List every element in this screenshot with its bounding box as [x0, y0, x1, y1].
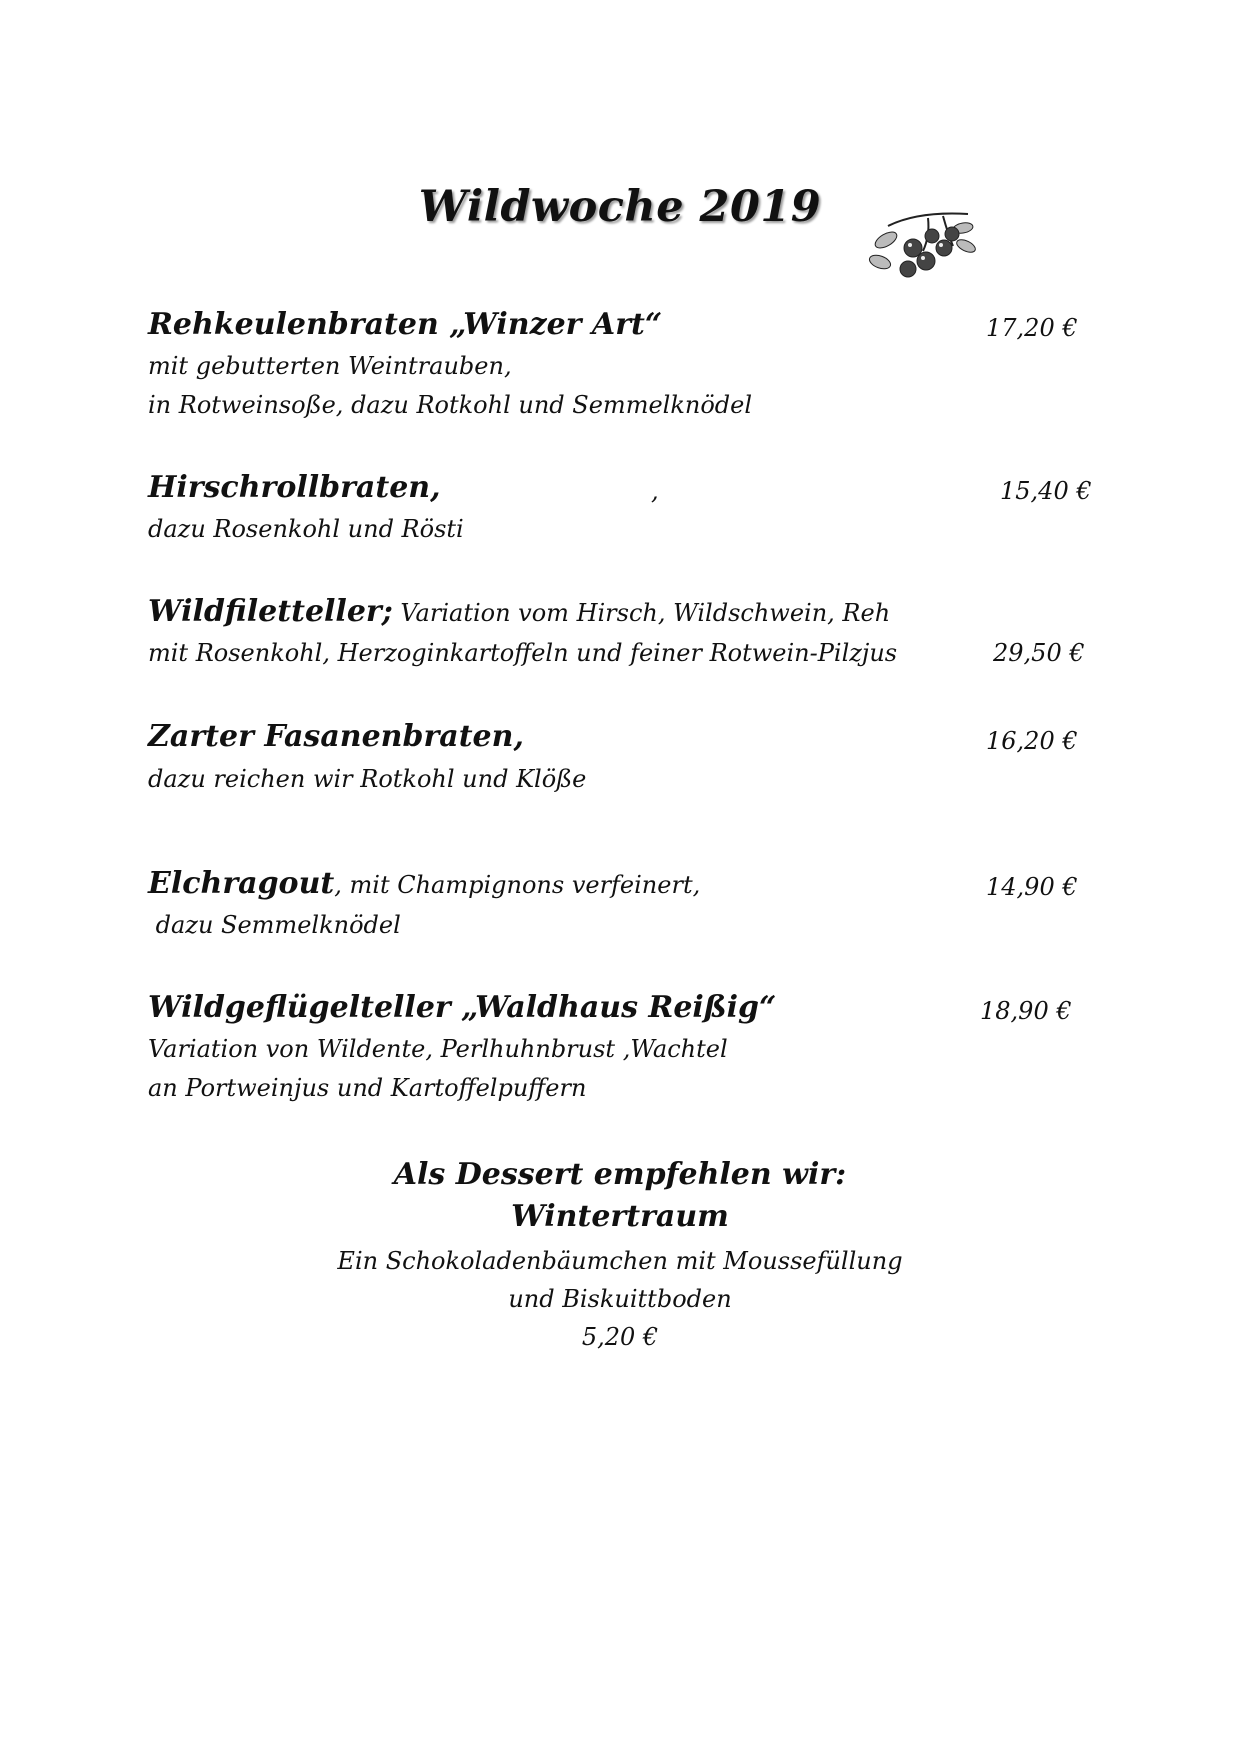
dish-price: 15,40 €: [1000, 477, 1092, 505]
dish-price: 14,90 €: [986, 873, 1078, 901]
berry-branch-icon: [868, 206, 978, 286]
dish-name-row: [148, 866, 700, 901]
menu-title: Wildwoche 2019: [418, 182, 822, 232]
dish-inline-description: Variation vom Hirsch, Wildschwein, Reh: [392, 599, 891, 627]
dish-name-row: [148, 594, 890, 629]
dish-name: Rehkeulenbraten „Winzer Art“: [148, 307, 663, 342]
dish-description: mit Rosenkohl, Herzoginkartoffeln und feiner Rotwein-Pilzjus: [148, 639, 898, 667]
dish-description: dazu reichen wir Rotkohl und Klöße: [148, 765, 587, 793]
dessert-description: und Biskuittboden: [508, 1285, 732, 1313]
dish-name: Wildgeflügelteller „Waldhaus Reißig“: [148, 990, 777, 1025]
dessert-price: 5,20 €: [581, 1323, 659, 1351]
dish-name: Hirschrollbraten,: [148, 470, 441, 505]
dish-description: Variation von Wildente, Perlhuhnbrust ,Wachtel: [148, 1035, 728, 1063]
stray-comma: ,: [651, 477, 659, 505]
dish-price: 18,90 €: [980, 997, 1072, 1025]
dish-description: in Rotweinsoße, dazu Rotkohl und Semmelknödel: [148, 391, 753, 419]
dessert-name: Wintertraum: [511, 1199, 729, 1234]
dish-description: an Portweinjus und Kartoffelpuffern: [148, 1074, 587, 1102]
dessert-heading: Als Dessert empfehlen wir:: [393, 1157, 847, 1192]
dish-price: 16,20 €: [986, 727, 1078, 755]
dish-name: Wildfiletteller;: [148, 594, 393, 629]
dish-inline-description: , mit Champignons verfeinert,: [334, 871, 701, 899]
dish-name: Elchragout: [148, 866, 335, 901]
dish-name: Zarter Fasanenbraten,: [148, 719, 524, 754]
dessert-description: Ein Schokoladenbäumchen mit Moussefüllung: [337, 1247, 903, 1275]
dish-description: mit gebutterten Weintrauben,: [148, 352, 512, 380]
dish-price: 17,20 €: [986, 314, 1078, 342]
dish-description: dazu Semmelknödel: [148, 911, 401, 939]
dish-description: dazu Rosenkohl und Rösti: [148, 515, 464, 543]
dish-price: 29,50 €: [993, 639, 1085, 667]
